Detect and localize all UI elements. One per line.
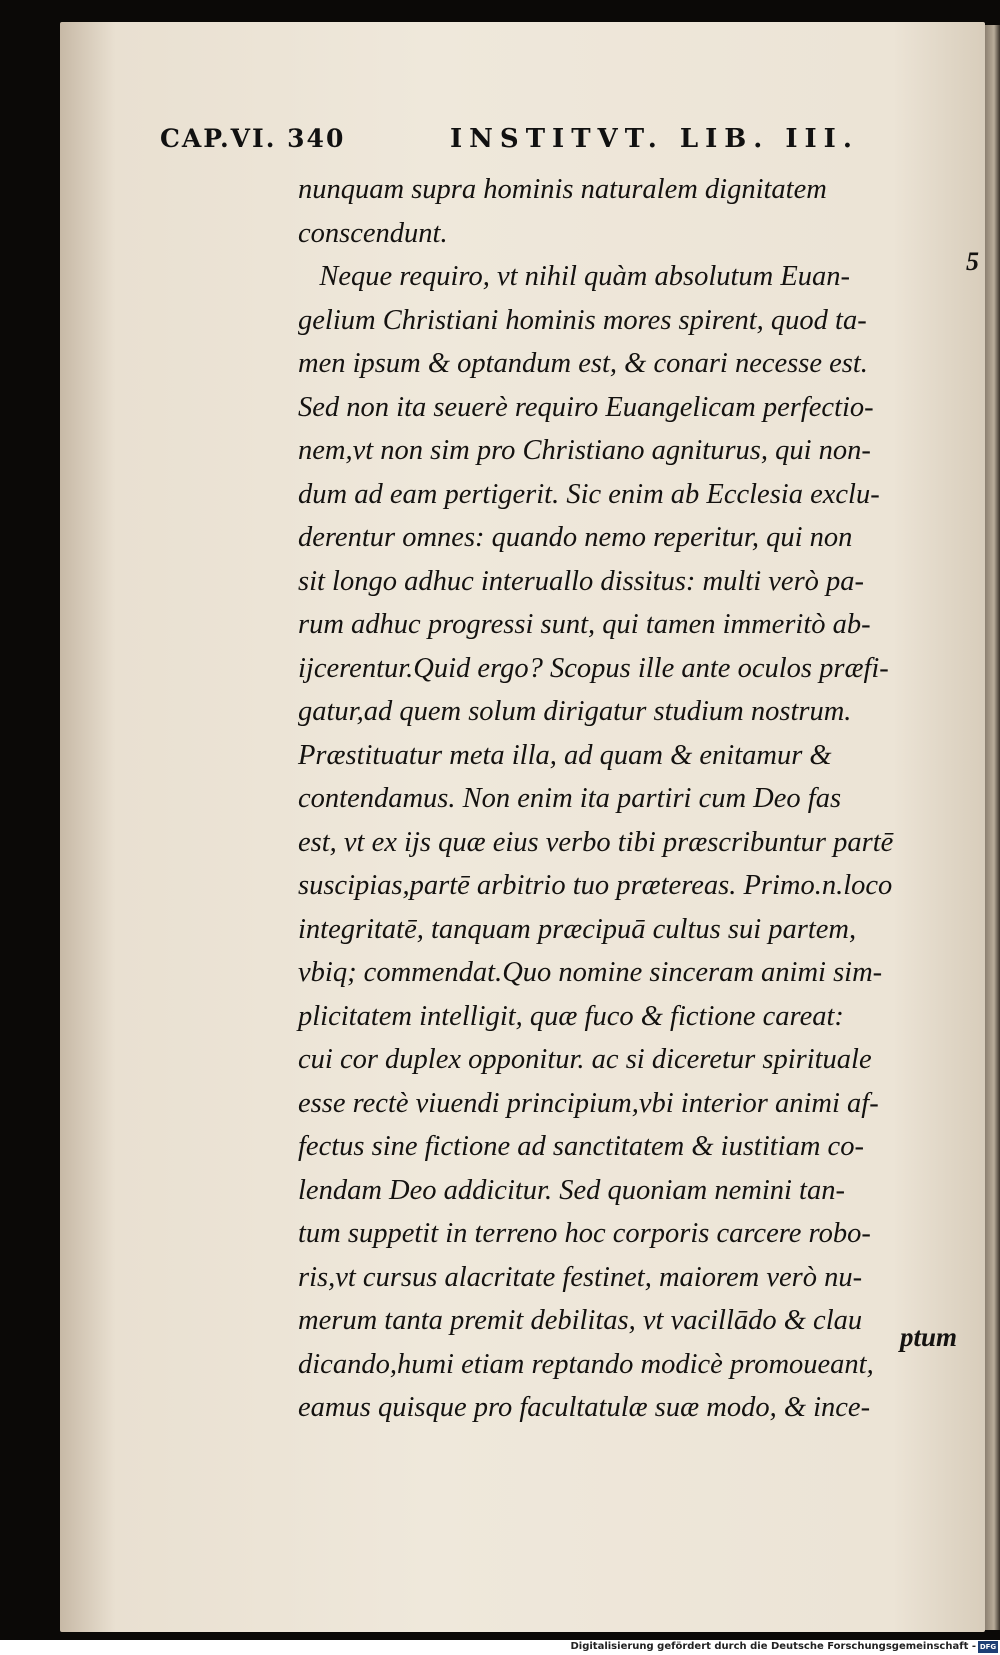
running-header: [160, 124, 960, 158]
chapter-page-number: CAP.VI. 340: [160, 124, 346, 153]
text-line: Neque requiro, vt nihil quàm absolutum Euan-: [298, 261, 851, 292]
text-line: gatur,ad quem solum dirigatur studium nostrum.: [298, 696, 852, 727]
page-edge: [985, 25, 1000, 1630]
text-line: rum adhuc progressi sunt, qui tamen immeritò ab-: [298, 609, 871, 640]
text-line: ijcerentur.Quid ergo? Scopus ille ante oculos præfi-: [298, 652, 889, 684]
dfg-logo: DFG: [979, 1643, 997, 1651]
text-line: contendamus. Non enim ita partiri cum Deo fas: [298, 783, 842, 814]
text-line: dicando,humi etiam reptando modicè promoueant,: [298, 1348, 874, 1380]
text-line: integritatē, tanquam præcipuā cultus sui partem,: [298, 913, 857, 945]
text-line: ris,vt cursus alacritate festinet, maiorem verò nu-: [298, 1261, 863, 1293]
running-title: INSTITVT. LIB. III.: [450, 124, 859, 154]
text-line: cui cor duplex opponitur. ac si diceretur spirituale: [298, 1044, 872, 1075]
catchword: ptum: [900, 1322, 958, 1352]
text-line: esse rectè viuendi principium,vbi interior animi af-: [298, 1087, 879, 1119]
text-line: conscendunt.: [298, 217, 448, 249]
text-line: nem,vt non sim pro Christiano agniturus, qui non-: [298, 435, 871, 466]
text-line: Sed non ita seuerè requiro Euangelicam perfectio-: [298, 391, 874, 423]
text-line: vbiq; commendat.Quo nomine sinceram animi sim-: [298, 957, 883, 988]
text-line: Præstituatur meta illa, ad quam & enitamur &: [298, 739, 832, 771]
text-line: plicitatem intelligit, quæ fuco & fictione careat:: [298, 1000, 844, 1032]
text-line: merum tanta premit debilitas, vt vacillādo & clau: [298, 1305, 863, 1336]
text-line: tum suppetit in terreno hoc corporis carcere robo-: [298, 1218, 871, 1249]
text-line: men ipsum & optandum est, & conari necesse est.: [298, 348, 868, 379]
text-line: est, vt ex ijs quæ eius verbo tibi præscribuntur partē: [298, 826, 894, 858]
text-line: gelium Christiani hominis mores spirent, quod ta-: [298, 304, 867, 336]
text-line: sit longo adhuc interuallo dissitus: multi verò pa-: [298, 565, 865, 597]
margin-note: 5: [966, 247, 979, 276]
text-line: lendam Deo addicitur. Sed quoniam nemini tan-: [298, 1174, 845, 1206]
body-text: [298, 168, 958, 1430]
text-line: dum ad eam pertigerit. Sic enim ab Ecclesia exclu-: [298, 478, 880, 510]
footer-bar: [0, 1640, 1000, 1655]
text-line: eamus quisque pro facultatulæ suæ modo, & ince-: [298, 1392, 871, 1423]
text-line: suscipias,partē arbitrio tuo prætereas. Primo.n.loco: [298, 870, 893, 901]
text-line: fectus sine fictione ad sanctitatem & iustitiam co-: [298, 1131, 864, 1162]
footer-credit: Digitalisierung gefördert durch die Deutsche Forschungsgemeinschaft -: [570, 1641, 976, 1652]
text-line: nunquam supra hominis naturalem dignitatem: [298, 174, 827, 205]
text-line: derentur omnes: quando nemo reperitur, qui non: [298, 522, 853, 553]
